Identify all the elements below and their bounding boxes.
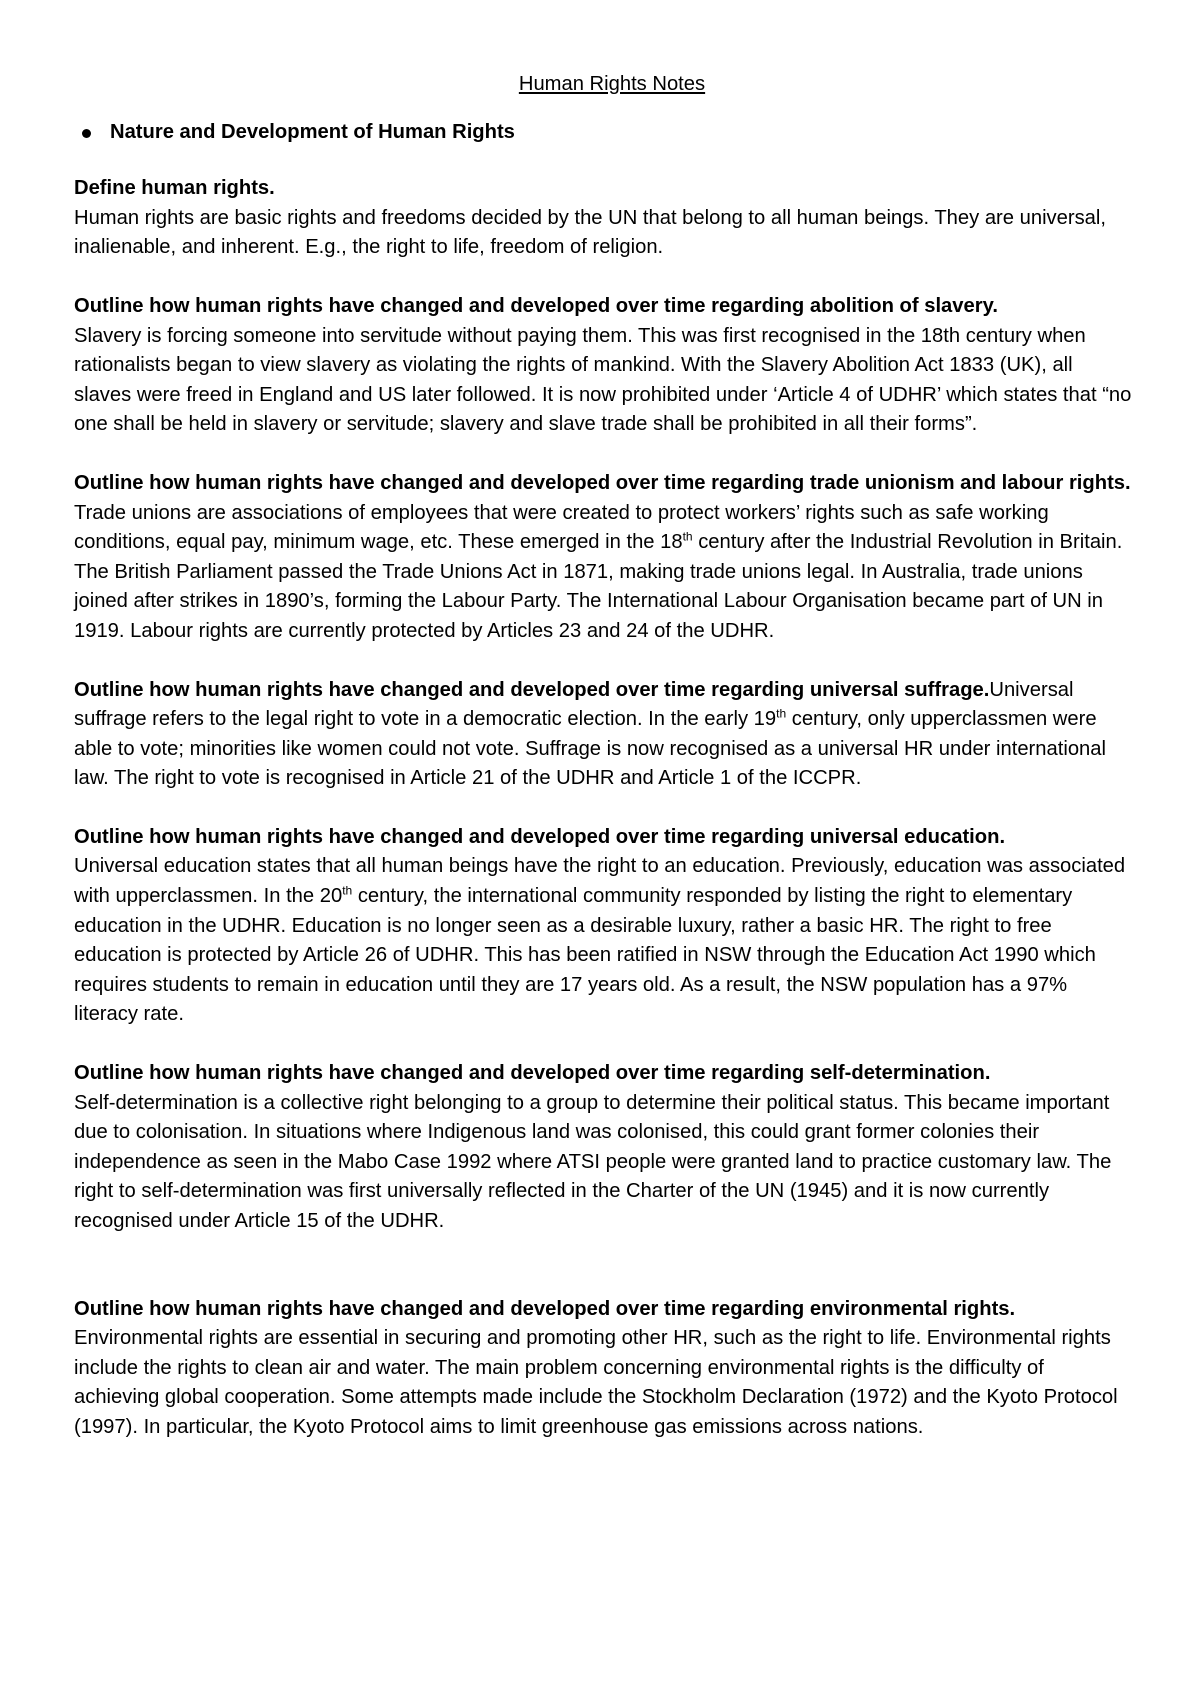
qa-item-universal-suffrage [74,676,1134,794]
question-text: Outline how human rights have changed and developed over time regarding universal suffrage. [74,678,990,701]
question-text: Define human rights. [74,177,275,200]
section-heading-text: Nature and Development of Human Rights [110,120,515,143]
question-text: Outline how human rights have changed and developed over time regarding environmental rights. [74,1297,1016,1320]
answer-text: Slavery is forcing someone into servitude without paying them. This was first recognised in the 18th century when rationalists began to view slavery as violating the rights of mankind. With the Slavery Abolition Act 1833 (UK), all slaves were freed in England and US later followed. It is now prohibited under ‘Article 4 of UDHR’ which states that “no one shall be held in slavery or servitude; slavery and slave trade shall be prohibited in all their forms”. [74,324,1132,436]
question-text: Outline how human rights have changed and developed over time regarding abolition of slavery. [74,294,998,317]
document-body [74,70,1134,1472]
qa-item-environmental-rights [74,1295,1134,1443]
answer-text: Self-determination is a collective right belonging to a group to determine their political status. This became important due to colonisation. In situations where Indigenous land was colonised, this could grant former colonies their independence as seen in the Mabo Case 1992 where ATSI people were granted land to practice customary law. The right to self-determination was first universally reflected in the Charter of the UN (1945) and it is now currently recognised under Article 15 of the UDHR. [74,1091,1112,1232]
qa-item-define [74,174,1134,263]
question-text: Outline how human rights have changed and developed over time regarding universal education. [74,825,1006,848]
bullet-icon [82,129,91,138]
answer-text: Environmental rights are essential in securing and promoting other HR, such as the right to life. Environmental rights include the rights to clean air and water. The main problem concerning environmental rights is the difficulty of achieving global cooperation. Some attempts made include the Stockholm Declaration (1972) and the Kyoto Protocol (1997). In particular, the Kyoto Protocol aims to limit greenhouse gas emissions across nations. [74,1327,1118,1438]
qa-item-self-determination [74,1059,1134,1237]
section-heading [110,118,1134,148]
qa-item-universal-education [74,823,1134,1030]
answer-text: Human rights are basic rights and freedoms decided by the UN that belong to all human beings. They are universal, inalienable, and inherent. E.g., the right to life, freedom of religion. [74,206,1107,259]
question-text: Outline how human rights have changed and developed over time regarding trade unionism and labour rights. [74,471,1131,494]
ordinal-suffix: th [682,529,693,544]
question-text: Outline how human rights have changed and developed over time regarding self-determination. [74,1062,991,1085]
answer-text-part1: Trade unions are associations of employees that were created to protect workers’ rights such as safe working conditions, equal pay, minimum wage, etc. These emerged in the 18 [74,501,1049,554]
answer-text-part2: century, only upperclassmen were able to vote; minorities like women could not vote. Suffrage is now recognised as a universal HR under international law. The right to vote is recognised in Article 21 of the UDHR and Article 1 of the ICCPR. [74,708,1106,790]
ordinal-suffix: th [342,883,353,898]
qa-item-trade-unionism [74,469,1134,647]
answer-text-part1: Universal education states that all human beings have the right to an education. Previously, education was associated with upperclassmen. In the 20 [74,855,1126,908]
answer-text-part2: century, the international community responded by listing the right to elementary education in the UDHR. Education is no longer seen as a desirable luxury, rather a basic HR. The right to free education is protected by Article 26 of UDHR. This has been ratified in NSW through the Education Act 1990 which requires students to remain in education until they are 17 years old. As a result, the NSW population has a 97% literacy rate. [74,885,1096,1026]
answer-text-part1: Universal suffrage refers to the legal right to vote in a democratic election. In the early 19 [74,678,1074,731]
document-title: Human Rights Notes [518,73,706,95]
qa-item-slavery [74,292,1134,440]
answer-text-part2: century after the Industrial Revolution in Britain. The British Parliament passed the Trade Unions Act in 1871, making trade unions legal. In Australia, trade unions joined after strikes in 1890’s, forming the Labour Party. The International Labour Organisation became part of UN in 1919. Labour rights are currently protected by Articles 23 and 24 of the UDHR. [74,531,1123,642]
ordinal-suffix: th [776,706,787,721]
